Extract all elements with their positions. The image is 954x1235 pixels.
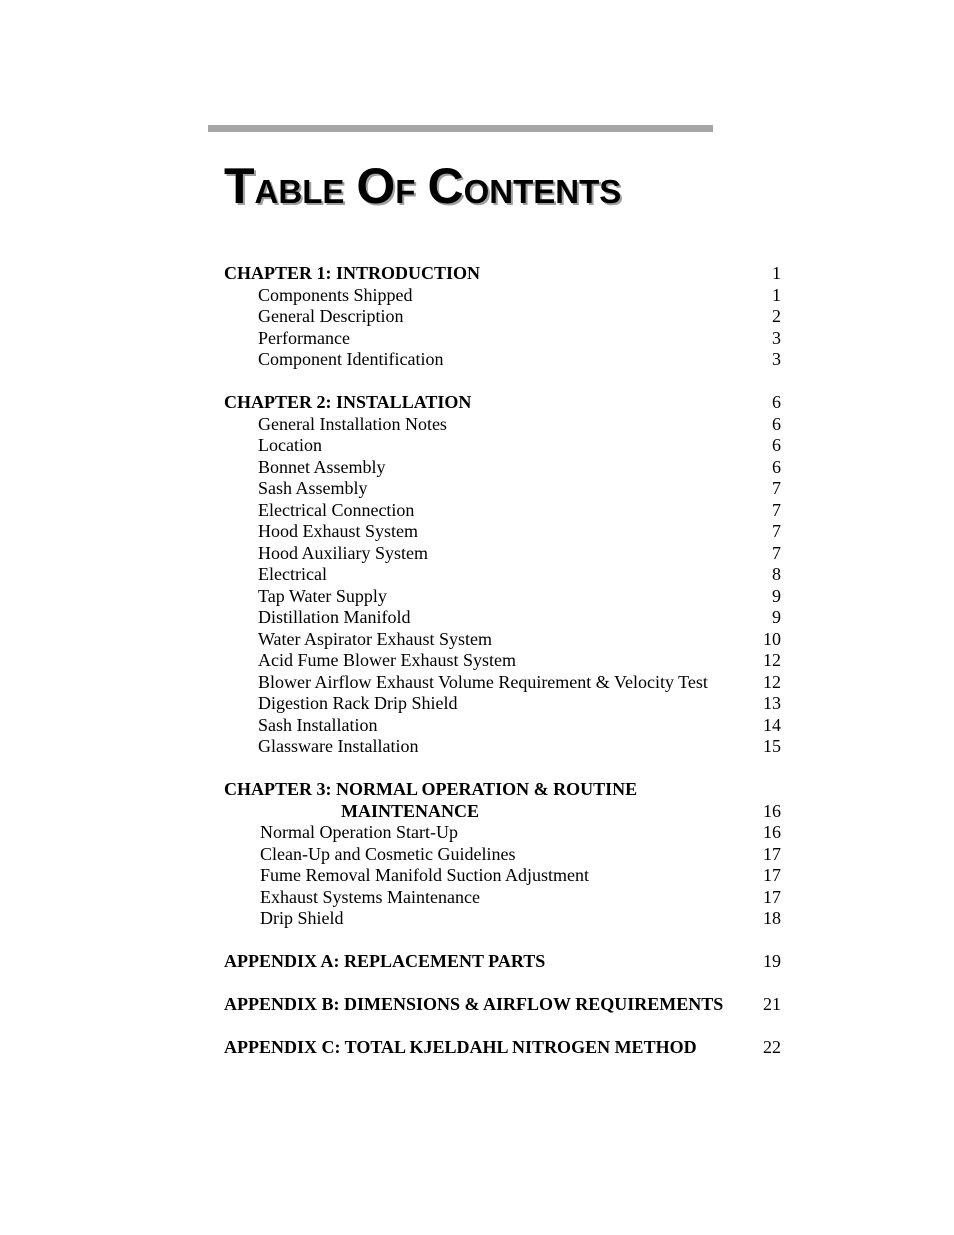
page-number: 8: [772, 564, 781, 584]
toc-chapter-3-continued[interactable]: [224, 801, 784, 823]
entry-label: Hood Auxiliary System: [258, 542, 428, 563]
toc-chapter-1[interactable]: [224, 263, 784, 285]
page-number: 1: [772, 263, 781, 283]
chapter-heading: CHAPTER 3: NORMAL OPERATION & ROUTINE: [224, 779, 638, 799]
entry-label: Blower Airflow Exhaust Volume Requirement & Velocity Test: [258, 671, 708, 692]
page-number: 12: [763, 650, 781, 670]
page-number: 19: [763, 951, 781, 971]
page-number: 16: [763, 822, 781, 842]
entry-label: Exhaust Systems Maintenance: [260, 886, 480, 907]
entry-label: Tap Water Supply: [258, 585, 387, 606]
toc-appendix-c[interactable]: [224, 1037, 784, 1059]
page-number: 6: [772, 392, 781, 412]
page-number: 13: [763, 693, 781, 713]
toc-appendix-a[interactable]: [224, 951, 784, 973]
entry-label: Electrical Connection: [258, 499, 415, 520]
entry-label: Digestion Rack Drip Shield: [258, 693, 458, 713]
toc-entry[interactable]: [224, 285, 784, 307]
entry-label: Electrical: [258, 564, 327, 584]
toc-entry[interactable]: [224, 306, 784, 328]
toc-appendix-b[interactable]: [224, 994, 784, 1016]
appendix-heading: APPENDIX A: REPLACEMENT PARTS: [224, 951, 546, 971]
toc-chapter-2[interactable]: [224, 392, 784, 414]
toc-chapter-3[interactable]: [224, 779, 784, 801]
toc-entry[interactable]: [224, 521, 784, 543]
page-title: [224, 160, 621, 218]
page-number: 7: [772, 478, 781, 498]
entry-label: Bonnet Assembly: [258, 456, 386, 477]
toc-entry[interactable]: [224, 564, 784, 586]
title-initial-c: C: [427, 158, 464, 214]
chapter-heading: CHAPTER 1: INTRODUCTION: [224, 263, 481, 283]
entry-label: Location: [258, 435, 322, 455]
page-number: 15: [763, 736, 781, 756]
page-number: 9: [772, 607, 781, 627]
page-number: 12: [763, 671, 781, 692]
toc-entry[interactable]: [224, 435, 784, 457]
toc-entry[interactable]: [224, 349, 784, 371]
toc-entry[interactable]: [224, 607, 784, 629]
toc-list: [224, 263, 784, 1059]
entry-label: Glassware Installation: [258, 736, 419, 756]
page-number: 22: [763, 1037, 781, 1057]
toc-entry[interactable]: [224, 328, 784, 350]
toc-entry[interactable]: [224, 586, 784, 608]
page-number: 10: [763, 628, 781, 649]
page-number: 21: [763, 994, 781, 1014]
entry-label: Hood Exhaust System: [258, 521, 418, 541]
page-number: 17: [763, 843, 781, 864]
appendix-heading: APPENDIX C: TOTAL KJELDAHL NITROGEN METHOD: [224, 1037, 697, 1057]
toc-entry[interactable]: [224, 650, 784, 672]
toc-entry[interactable]: [224, 672, 784, 694]
title-rest-able: ABLE: [254, 173, 345, 210]
header-rule: [208, 125, 713, 132]
toc-entry[interactable]: [224, 865, 784, 887]
entry-label: Sash Installation: [258, 714, 378, 735]
toc-entry[interactable]: [224, 736, 784, 758]
title-initial-o: O: [356, 158, 396, 214]
entry-label: Acid Fume Blower Exhaust System: [258, 650, 516, 670]
chapter-heading: CHAPTER 2: INSTALLATION: [224, 392, 472, 412]
page-number: 9: [772, 585, 781, 606]
entry-label: Components Shipped: [258, 284, 413, 305]
page-number: 17: [763, 865, 781, 885]
toc-entry[interactable]: [224, 478, 784, 500]
page-number: 16: [763, 800, 781, 821]
entry-label: Drip Shield: [260, 908, 344, 928]
entry-label: Performance: [258, 327, 350, 348]
title-rest-ontents: ONTENTS: [463, 173, 622, 210]
toc-entry[interactable]: [224, 715, 784, 737]
toc-entry[interactable]: [224, 500, 784, 522]
title-rest-f: F: [395, 173, 416, 210]
entry-label: Clean-Up and Cosmetic Guidelines: [260, 843, 516, 864]
page-number: 6: [772, 413, 781, 434]
appendix-heading: APPENDIX B: DIMENSIONS & AIRFLOW REQUIREMENTS: [224, 994, 724, 1014]
toc-entry[interactable]: [224, 629, 784, 651]
entry-label: Water Aspirator Exhaust System: [258, 628, 493, 649]
page-number: 3: [772, 349, 781, 369]
toc-entry[interactable]: [224, 693, 784, 715]
entry-label: General Description: [258, 306, 404, 326]
entry-label: Normal Operation Start-Up: [260, 822, 458, 842]
page-number: 7: [772, 499, 781, 520]
toc-entry[interactable]: [224, 887, 784, 909]
page-number: 7: [772, 521, 781, 541]
toc-entry[interactable]: [224, 844, 784, 866]
entry-label: General Installation Notes: [258, 413, 447, 434]
page-number: 6: [772, 456, 781, 477]
entry-label: Sash Assembly: [258, 478, 368, 498]
page-number: 14: [763, 714, 781, 735]
toc-entry[interactable]: [224, 543, 784, 565]
title-initial-t: T: [224, 158, 255, 214]
toc-entry[interactable]: [224, 822, 784, 844]
entry-label: Component Identification: [258, 349, 444, 369]
page-number: 1: [772, 284, 781, 305]
entry-label: Fume Removal Manifold Suction Adjustment: [260, 865, 589, 885]
page-number: 2: [772, 306, 781, 326]
toc-entry[interactable]: [224, 414, 784, 436]
toc-entry[interactable]: [224, 908, 784, 930]
page-number: 3: [772, 327, 781, 348]
page-number: 17: [763, 886, 781, 907]
chapter-heading-continued: MAINTENANCE: [341, 800, 480, 821]
toc-entry[interactable]: [224, 457, 784, 479]
page-number: 6: [772, 435, 781, 455]
page-number: 18: [763, 908, 781, 928]
entry-label: Distillation Manifold: [258, 607, 411, 627]
page-number: 7: [772, 542, 781, 563]
